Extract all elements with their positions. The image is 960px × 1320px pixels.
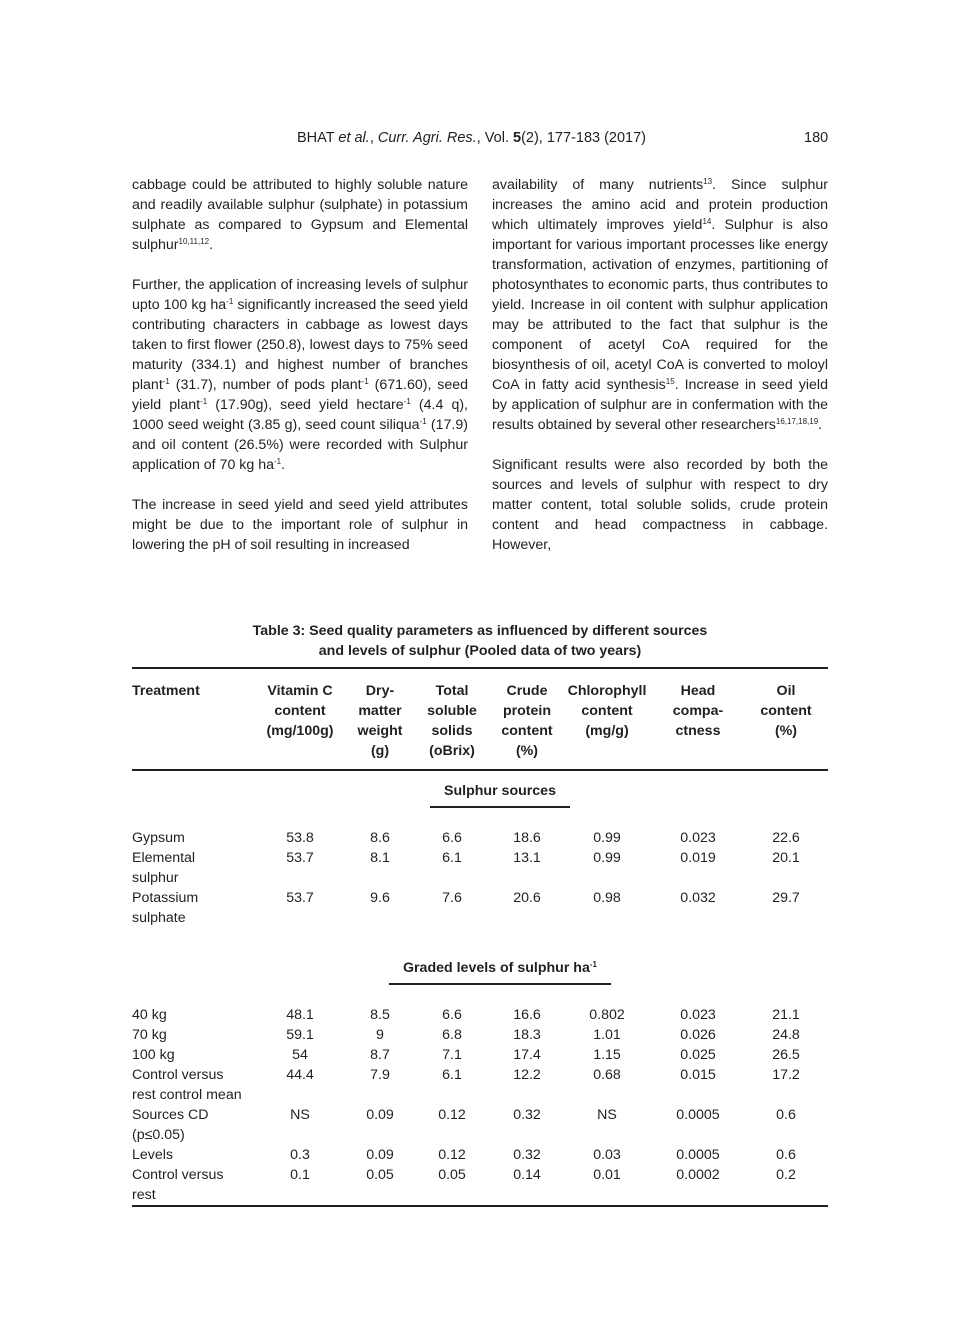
column-header	[348, 668, 412, 770]
superscript: -1	[589, 960, 597, 969]
value-cell: 0.14	[492, 1165, 562, 1206]
paragraph	[132, 175, 468, 255]
et-al: et al.	[338, 130, 370, 146]
treatment-label: sulphate	[132, 910, 186, 926]
header-line: Vitamin C	[267, 683, 333, 699]
paragraph-text: .	[209, 237, 214, 253]
value-cell: 0.09	[366, 1107, 394, 1123]
value-cell: 54	[292, 1047, 308, 1063]
citation: 10,11,12	[178, 237, 210, 246]
spacer-row	[132, 928, 828, 948]
value-cell: 24.8	[772, 1027, 800, 1043]
value-cell: 0.12	[438, 1147, 466, 1163]
header-line: (%)	[515, 743, 539, 759]
header-row	[132, 668, 828, 770]
section-header-row	[132, 770, 828, 828]
header-line: Chlorophyll	[567, 683, 647, 699]
value-cell: 6.6	[442, 830, 462, 846]
paragraph: The increase in seed yield and seed yield attributes might be due to the important role of sulphur in lowering the pH of soil resulting in increased	[132, 497, 468, 553]
superscript: -1	[162, 377, 170, 386]
value-cell: 0.98	[593, 890, 621, 906]
superscript: -1	[419, 417, 427, 426]
value-cell: 0.015	[680, 1067, 716, 1083]
header-line: (g)	[370, 743, 390, 759]
value-cell: 0.802	[589, 1007, 625, 1023]
issue-pages-year: (2), 177-183 (2017)	[521, 130, 647, 146]
treatment-label: Potassium	[132, 890, 199, 906]
left-column	[132, 175, 468, 575]
citation: 14	[702, 217, 712, 226]
right-column	[492, 175, 828, 575]
section-header-row	[132, 948, 828, 1005]
value-cell: 0.0002	[652, 1165, 744, 1206]
header-line: Crude	[506, 683, 548, 699]
header-line: content	[760, 703, 812, 719]
value-cell: 0.0005	[676, 1107, 720, 1123]
table-row	[132, 1165, 828, 1206]
value-cell: 0.6	[776, 1147, 796, 1163]
treatment-label: 40 kg	[132, 1007, 167, 1023]
treatment-cell	[132, 1005, 252, 1025]
column-header	[744, 668, 828, 770]
value-cell: 26.5	[772, 1047, 800, 1063]
value-cell: 18.3	[513, 1027, 541, 1043]
header-line: content	[501, 723, 553, 739]
value-cell: 0.026	[680, 1027, 716, 1043]
value-cell: 53.7	[286, 850, 314, 866]
treatment-cell	[132, 848, 252, 888]
header-line: Dry-	[365, 683, 395, 699]
value-cell: 0.09	[366, 1147, 394, 1163]
value-cell: 8.6	[370, 830, 390, 846]
value-cell: 0.6	[776, 1107, 796, 1123]
superscript: -1	[226, 297, 234, 306]
value-cell: 0.01	[562, 1165, 652, 1206]
value-cell: 21.1	[772, 1007, 800, 1023]
superscript: -1	[403, 397, 411, 406]
table-row	[132, 888, 828, 928]
table-row	[132, 1045, 828, 1065]
value-cell: 16.6	[513, 1007, 541, 1023]
paragraph-text: (17.90g), seed yield hectare	[207, 397, 404, 413]
treatment-label: Sources CD	[132, 1107, 209, 1123]
value-cell: 0.05	[348, 1165, 412, 1206]
paragraph-text: .	[281, 457, 286, 473]
value-cell: 20.6	[513, 890, 541, 906]
section-label	[389, 958, 611, 985]
value-cell: 0.3	[290, 1147, 310, 1163]
value-cell: 0.05	[412, 1165, 492, 1206]
value-cell: 6.8	[442, 1027, 462, 1043]
value-cell: 0.1	[252, 1165, 348, 1206]
value-cell: 8.5	[370, 1007, 390, 1023]
value-cell: 0.32	[513, 1147, 541, 1163]
value-cell: 0.99	[593, 830, 621, 846]
treatment-cell	[132, 1145, 252, 1165]
value-cell: 9	[376, 1027, 384, 1043]
treatment-cell	[132, 1045, 252, 1065]
caption-line: Table 3: Seed quality parameters as influenced by different sources	[252, 623, 708, 639]
column-header	[252, 668, 348, 770]
volume-number: 5	[513, 130, 522, 146]
value-cell: 53.8	[286, 830, 314, 846]
value-cell: 44.4	[286, 1067, 314, 1083]
header-line: (mg/g)	[585, 723, 629, 739]
value-cell: NS	[597, 1107, 617, 1123]
header-line: weight	[357, 723, 403, 739]
header-line: (mg/100g)	[266, 723, 334, 739]
table-row	[132, 1065, 828, 1105]
paragraph-text: (17.9) and oil content (26.5%) were recorded with Sulphur application of 70 kg ha	[132, 417, 468, 473]
seed-quality-table	[132, 667, 828, 1207]
value-cell: 17.4	[513, 1047, 541, 1063]
value-cell: 0.68	[593, 1067, 621, 1083]
treatment-label: rest control mean	[132, 1087, 242, 1103]
paragraph-text: . Since sulphur increases the amino acid and protein production which ultimately improves yield	[492, 177, 828, 233]
value-cell: 12.2	[513, 1067, 541, 1083]
paragraph-text: .	[818, 417, 823, 433]
value-cell: 20.1	[772, 850, 800, 866]
value-cell: 18.6	[513, 830, 541, 846]
header-line: (%)	[774, 723, 798, 739]
table-row	[132, 848, 828, 888]
column-header	[412, 668, 492, 770]
treatment-cell	[132, 1025, 252, 1045]
value-cell: 48.1	[286, 1007, 314, 1023]
value-cell: 6.1	[442, 850, 462, 866]
paragraph-text: significantly increased the seed yield contributing characters in cabbage as lowest days taken to first flower (250.8), lowest days to 75% seed maturity (334.1) and highest number of branches plant	[132, 297, 469, 393]
column-header-treatment	[132, 668, 252, 770]
header-line: content	[274, 703, 326, 719]
treatment-cell	[132, 828, 252, 848]
paragraph-text: . Increase in seed yield by application of sulphur are in confermation with the results obtained by several other researchers	[492, 377, 828, 433]
value-cell: 13.1	[513, 850, 541, 866]
paragraph: Significant results were also recorded by both the sources and levels of sulphur with respect to dry matter content, total soluble solids, crude protein content and head compactness in cabbage. However,	[492, 457, 828, 553]
paragraph-text: . Sulphur is also important for various important processes like energy transformation, activation of enzymes, partitioning of photosynthates to economic parts, thus contributes to yield. Increase in oil content with sulphur application may be attributed to the fact that sulphur is the component of acetyl CoA required for the biosynthesis of oil, acetyl CoA is converted to moloyl CoA in fatty acid synthesis	[492, 217, 828, 393]
running-head: BHAT et al., Curr. Agri. Res., Vol. 5(2), 177-183 (2017)	[297, 130, 647, 146]
column-header	[652, 668, 744, 770]
section-label-text: Sulphur sources	[444, 783, 556, 799]
header-line: Total	[435, 683, 469, 699]
header-line: Treatment	[132, 683, 200, 699]
value-cell: 59.1	[286, 1027, 314, 1043]
value-cell: 29.7	[772, 890, 800, 906]
paragraph-text: (31.7), number of pods plant	[169, 377, 362, 393]
section-cell	[348, 770, 652, 828]
section-label-text: Graded levels of sulphur ha	[403, 960, 590, 976]
value-cell: 7.1	[442, 1047, 462, 1063]
header-line: protein	[502, 703, 552, 719]
value-cell: 0.032	[680, 890, 716, 906]
value-cell: 0.023	[680, 1007, 716, 1023]
header-line: solids	[431, 723, 473, 739]
value-cell: 17.2	[772, 1067, 800, 1083]
citation: 15	[665, 377, 675, 386]
value-cell: 0.12	[438, 1107, 466, 1123]
value-cell: 53.7	[286, 890, 314, 906]
column-header	[562, 668, 652, 770]
journal-name: Curr. Agri. Res.	[377, 130, 477, 146]
treatment-label: Elemental	[132, 850, 196, 866]
table-caption	[132, 621, 828, 661]
value-cell: 0.019	[680, 850, 716, 866]
treatment-cell	[132, 1165, 252, 1206]
paragraph	[492, 175, 828, 435]
superscript: -1	[200, 397, 208, 406]
treatment-cell	[132, 888, 252, 928]
table-row	[132, 828, 828, 848]
value-cell: 0.99	[593, 850, 621, 866]
treatment-label: Control versus	[132, 1167, 224, 1183]
value-cell: 22.6	[772, 830, 800, 846]
header-line: Head	[680, 683, 716, 699]
running-header	[0, 130, 960, 150]
treatment-label: sulphur	[132, 870, 179, 886]
page-number: 180	[804, 130, 829, 146]
header-line: content	[581, 703, 633, 719]
value-cell: 7.9	[370, 1067, 390, 1083]
value-cell: 8.7	[370, 1047, 390, 1063]
author-name: BHAT	[297, 130, 335, 146]
header-line: Oil	[776, 683, 796, 699]
value-cell: 0.023	[680, 830, 716, 846]
header-line: compa-	[672, 703, 724, 719]
header-line: soluble	[427, 703, 477, 719]
treatment-label: Control versus	[132, 1067, 224, 1083]
value-cell: 0.0005	[676, 1147, 720, 1163]
section-cell	[348, 948, 652, 1005]
value-cell: 6.6	[442, 1007, 462, 1023]
value-cell: 9.6	[370, 890, 390, 906]
section-label	[430, 781, 570, 808]
citation: 16,17,18,19	[775, 417, 819, 426]
column-header	[492, 668, 562, 770]
paragraph-text: Further, the application of increasing levels of sulphur upto 100 kg ha	[132, 277, 468, 313]
header-line: ctness	[675, 723, 721, 739]
paragraph-text: availability of many nutrients	[492, 177, 704, 193]
value-cell: 0.03	[593, 1147, 621, 1163]
superscript: -1	[361, 377, 369, 386]
value-cell: 0.32	[513, 1107, 541, 1123]
table-row	[132, 1145, 828, 1165]
paragraph-text: (671.60), seed yield plant	[132, 377, 469, 413]
citation: 13	[703, 177, 713, 186]
value-cell: 6.1	[442, 1067, 462, 1083]
treatment-cell	[132, 1065, 252, 1105]
treatment-label: Gypsum	[132, 830, 185, 846]
paragraph	[132, 275, 468, 475]
caption-line: and levels of sulphur (Pooled data of two years)	[318, 643, 642, 659]
table-row	[132, 1005, 828, 1025]
value-cell: 1.01	[593, 1027, 621, 1043]
superscript: -1	[273, 457, 282, 466]
paragraph-text: cabbage could be attributed to highly soluble nature and readily available sulphur (sulphate) in potassium sulphate as compared to Gypsum and Elemental sulphur	[132, 177, 468, 253]
treatment-label: 70 kg	[132, 1027, 167, 1043]
treatment-label: 100 kg	[132, 1047, 175, 1063]
paragraph-text: (4.4 q), 1000 seed weight (3.85 g), seed count siliqua	[132, 397, 468, 433]
value-cell: NS	[290, 1107, 310, 1123]
value-cell: 8.1	[370, 850, 390, 866]
header-line: matter	[358, 703, 402, 719]
treatment-label: rest	[132, 1187, 156, 1203]
value-cell: 0.2	[744, 1165, 828, 1206]
treatment-label: Levels	[132, 1147, 174, 1163]
header-line: (oBrix)	[429, 743, 475, 759]
value-cell: 1.15	[593, 1047, 621, 1063]
value-cell: 0.025	[680, 1047, 716, 1063]
value-cell: 7.6	[442, 890, 462, 906]
treatment-cell	[132, 1105, 252, 1145]
volume-label: Vol.	[484, 130, 509, 146]
treatment-label: (p≤0.05)	[132, 1127, 185, 1143]
table-row	[132, 1105, 828, 1145]
table-row	[132, 1025, 828, 1045]
